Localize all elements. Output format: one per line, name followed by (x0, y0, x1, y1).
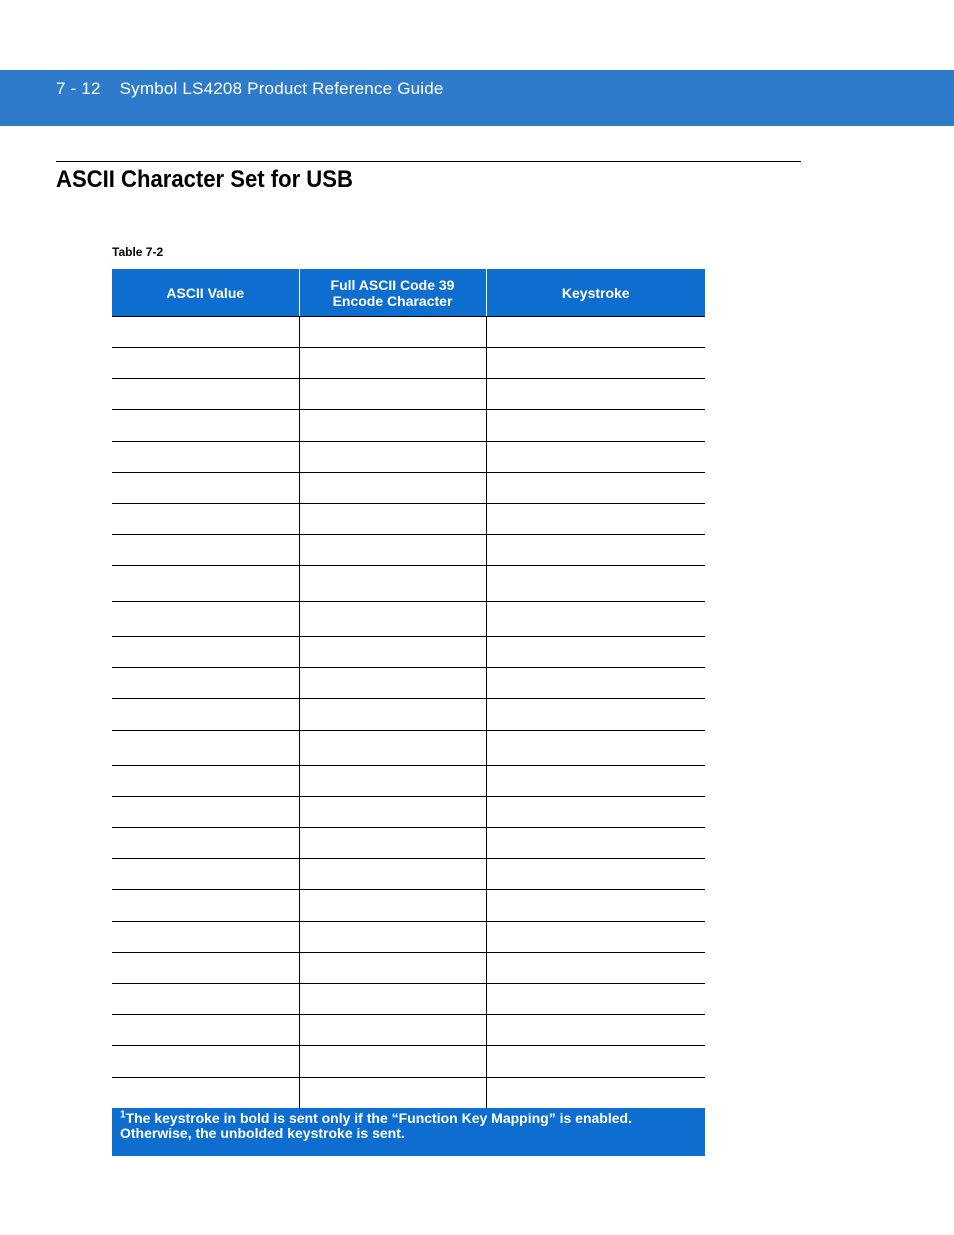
table-row (112, 473, 705, 504)
page-header (56, 79, 444, 99)
table-cell (112, 1078, 299, 1109)
table-cell (112, 699, 299, 731)
table-row (112, 859, 705, 890)
column-header-ascii-value: ASCII Value (112, 269, 299, 317)
table-cell (486, 766, 705, 797)
table-row (112, 797, 705, 828)
table-cell (112, 1015, 299, 1046)
table-row (112, 410, 705, 442)
table-cell (486, 504, 705, 535)
table-cell (299, 890, 486, 922)
table-cell (486, 859, 705, 890)
footnote-text: The keystroke in bold is sent only if the “Function Key Mapping” is enabled. Otherwise, the unbolded keystroke is sent. (120, 1110, 632, 1141)
table-cell (486, 953, 705, 984)
table-row (112, 890, 705, 922)
table-cell (486, 317, 705, 348)
table-row (112, 731, 705, 766)
section-rule (56, 161, 801, 162)
table-row (112, 766, 705, 797)
footnote-marker: 1 (120, 1109, 126, 1121)
table-cell (112, 410, 299, 442)
table-cell (112, 1046, 299, 1078)
table-cell (486, 1015, 705, 1046)
table-cell (486, 668, 705, 699)
table-cell (112, 859, 299, 890)
table-cell (112, 637, 299, 668)
table-row (112, 922, 705, 953)
table-cell (486, 731, 705, 766)
table-cell (486, 699, 705, 731)
table-cell (486, 637, 705, 668)
table-row (112, 668, 705, 699)
table-cell (486, 922, 705, 953)
table-cell (299, 602, 486, 637)
table-cell (486, 535, 705, 566)
table-cell (112, 348, 299, 379)
table-cell (299, 379, 486, 410)
column-header-code39-character: Full ASCII Code 39 Encode Character (299, 269, 486, 317)
table-row (112, 379, 705, 410)
table-cell (112, 566, 299, 602)
section-title: ASCII Character Set for USB (56, 166, 353, 193)
table-row (112, 984, 705, 1015)
table-cell (299, 828, 486, 859)
table-cell (112, 890, 299, 922)
table-row (112, 953, 705, 984)
table-cell (486, 379, 705, 410)
table-row (112, 637, 705, 668)
table-cell (112, 473, 299, 504)
table-cell (299, 442, 486, 473)
table-row (112, 602, 705, 637)
table-cell (112, 535, 299, 566)
table-cell (299, 953, 486, 984)
table-cell (112, 379, 299, 410)
table-cell (486, 602, 705, 637)
table-cell (112, 984, 299, 1015)
table-cell (299, 797, 486, 828)
table-cell (299, 473, 486, 504)
table-cell (112, 953, 299, 984)
table-row (112, 442, 705, 473)
table-header-row (112, 269, 705, 317)
table-row (112, 828, 705, 859)
page-number: 7 - 12 (56, 79, 101, 98)
table-cell (486, 410, 705, 442)
table-cell (299, 1046, 486, 1078)
table-cell (299, 637, 486, 668)
table-cell (299, 348, 486, 379)
table-cell (299, 731, 486, 766)
table-cell (486, 828, 705, 859)
table-cell (112, 602, 299, 637)
table-cell (299, 410, 486, 442)
table-cell (486, 348, 705, 379)
table-cell (299, 504, 486, 535)
table-cell (299, 668, 486, 699)
table-caption: Table 7-2 (112, 245, 164, 259)
table-cell (112, 766, 299, 797)
table-cell (486, 442, 705, 473)
table-cell (112, 731, 299, 766)
table-cell (112, 317, 299, 348)
table-cell (112, 797, 299, 828)
table-footnote (112, 1108, 705, 1156)
table-row (112, 535, 705, 566)
table-cell (486, 1046, 705, 1078)
table-cell (299, 699, 486, 731)
table-cell (486, 984, 705, 1015)
ascii-table (112, 269, 705, 1109)
table-row (112, 317, 705, 348)
table-cell (112, 442, 299, 473)
table-row (112, 348, 705, 379)
guide-title: Symbol LS4208 Product Reference Guide (119, 79, 444, 98)
table-cell (299, 566, 486, 602)
table-row (112, 1015, 705, 1046)
table-cell (299, 766, 486, 797)
table-cell (299, 1078, 486, 1109)
table-cell (112, 504, 299, 535)
table-cell (299, 922, 486, 953)
table-cell (486, 566, 705, 602)
table-row (112, 1046, 705, 1078)
table-cell (112, 828, 299, 859)
table-cell (486, 473, 705, 504)
table-cell (299, 859, 486, 890)
table-cell (299, 1015, 486, 1046)
table-cell (486, 1078, 705, 1109)
table-cell (112, 668, 299, 699)
table-cell (486, 797, 705, 828)
table-cell (486, 890, 705, 922)
table-cell (299, 535, 486, 566)
table-row (112, 699, 705, 731)
table-row (112, 1078, 705, 1109)
table-cell (299, 984, 486, 1015)
table-cell (299, 317, 486, 348)
table-row (112, 504, 705, 535)
table-body (112, 317, 705, 1109)
column-header-keystroke: Keystroke (486, 269, 705, 317)
table-row (112, 566, 705, 602)
table-cell (112, 922, 299, 953)
